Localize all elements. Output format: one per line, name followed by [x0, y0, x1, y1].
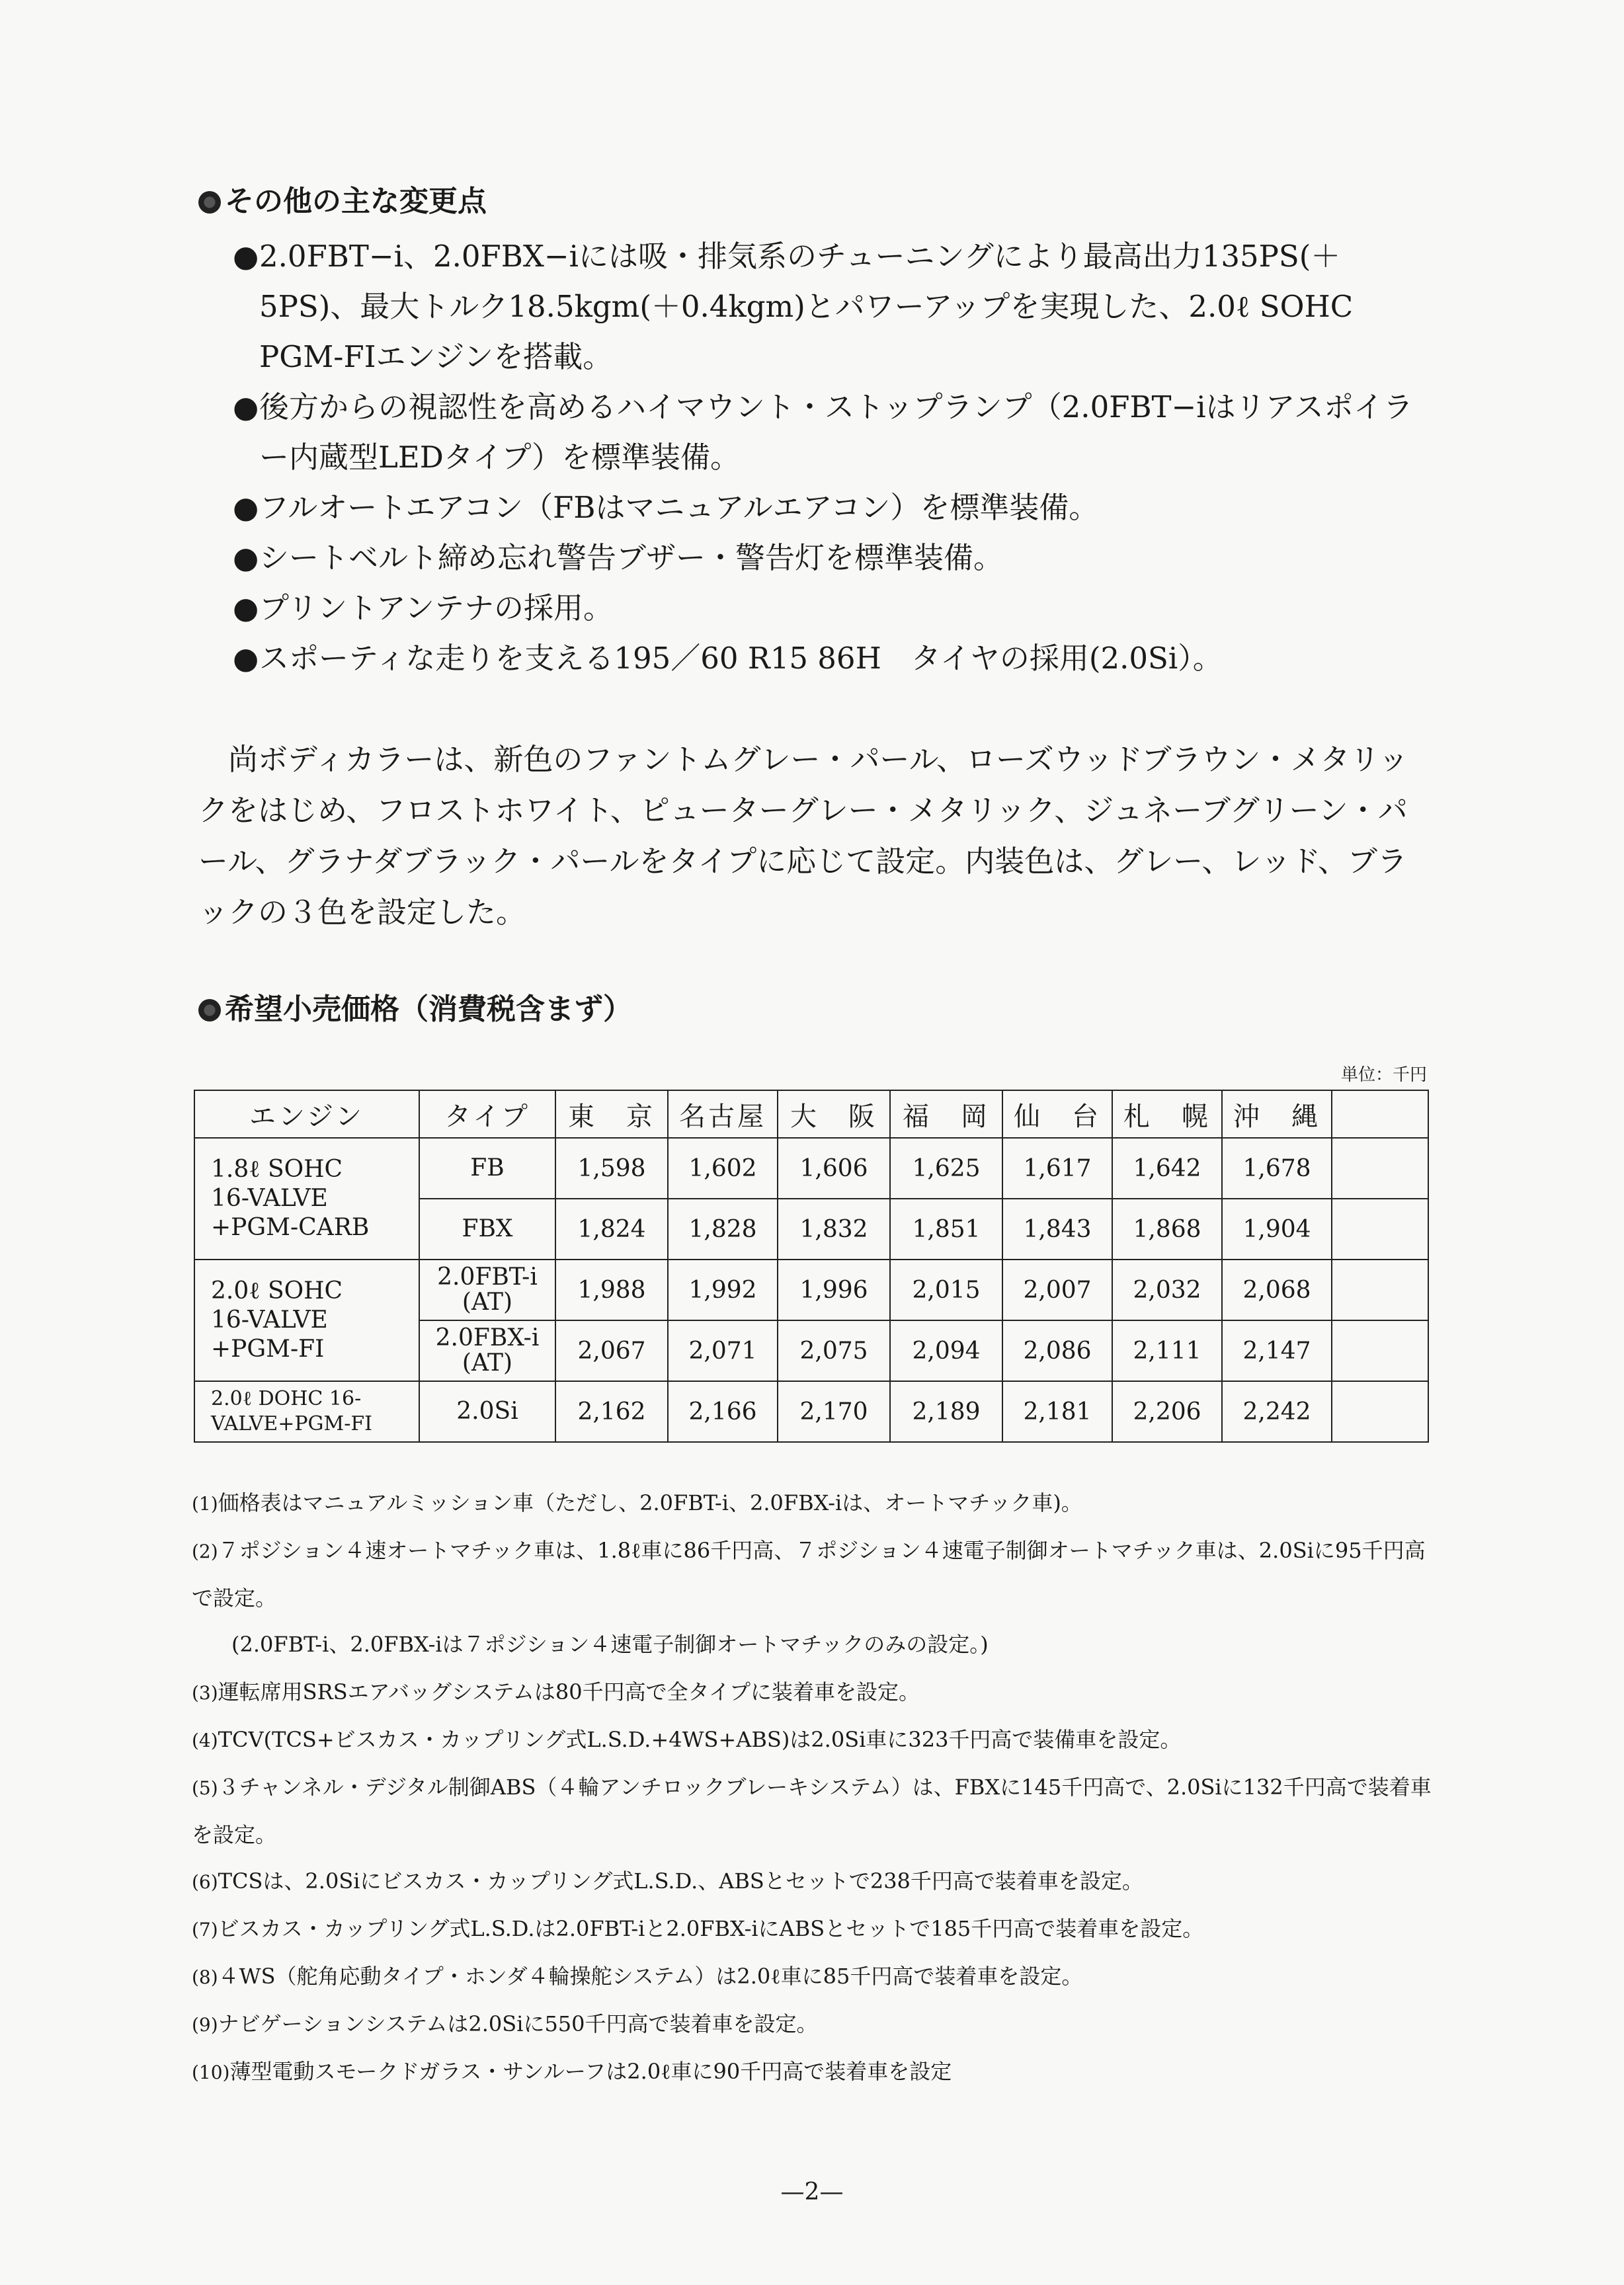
list-item: ● フルオートエアコン（FBはマニュアルエアコン）を標準装備。	[233, 490, 1099, 525]
empty-cell	[1332, 1381, 1428, 1442]
list-item: ● スポーティな走りを支える195／60 R15 86H タイヤの採用(2.0Si）。	[233, 641, 1223, 676]
header-cell: 名古屋	[668, 1090, 778, 1138]
price-cell: 2,068	[1222, 1260, 1332, 1320]
type-cell: FB	[419, 1138, 555, 1199]
note-text: (2.0FBT-i、2.0FBX-iは７ポジション４速電子制御オートマチックのみの設定。)	[231, 1632, 989, 1657]
note-text: ビスカス・カップリング式L.S.D.は2.0FBT-iと2.0FBX-iにABSとセットで185千円高で装着車を設定。	[218, 1916, 1204, 1941]
note-text: TCV(TCS+ビスカス・カップリング式L.S.D.+4WS+ABS)は2.0Si車に323千円高で装備車を設定。	[218, 1727, 1182, 1752]
price-cell: 1,625	[890, 1138, 1002, 1199]
type-cell: FBX	[419, 1199, 555, 1260]
note-text: 運転席用SRSエアバッグシステムは80千円高で全タイプに装着車を設定。	[218, 1679, 920, 1704]
bullet-circle-icon	[198, 999, 221, 1022]
price-cell: 2,242	[1222, 1381, 1332, 1442]
engine-cell: 1.8ℓ SOHC 16-VALVE +PGM-CARB	[194, 1138, 419, 1260]
price-cell: 1,642	[1112, 1138, 1222, 1199]
price-cell: 1,904	[1222, 1199, 1332, 1260]
price-cell: 2,181	[1002, 1381, 1112, 1442]
price-cell: 1,828	[668, 1199, 778, 1260]
price-cell: 2,015	[890, 1260, 1002, 1320]
table-row	[194, 1138, 1428, 1199]
type-cell: 2.0FBT-i (AT)	[419, 1260, 555, 1320]
type-cell: 2.0FBX-i (AT)	[419, 1320, 555, 1381]
note-number: (5)	[192, 1777, 218, 1799]
price-cell: 1,598	[555, 1138, 668, 1199]
price-cell: 2,086	[1002, 1320, 1112, 1381]
header-cell: 札 幌	[1112, 1090, 1222, 1138]
table-row	[194, 1260, 1428, 1320]
empty-cell	[1332, 1260, 1428, 1320]
header-cell	[1332, 1090, 1428, 1138]
price-cell: 2,170	[778, 1381, 890, 1442]
price-cell: 1,988	[555, 1260, 668, 1320]
note-number: (10)	[192, 2062, 230, 2083]
page-number: —2—	[780, 2179, 844, 2206]
price-cell: 2,162	[555, 1381, 668, 1442]
engine-cell: 2.0ℓ DOHC 16- VALVE+PGM-FI	[194, 1381, 419, 1442]
price-table	[194, 1090, 1429, 1443]
price-cell: 1,996	[778, 1260, 890, 1320]
engine-cell: 2.0ℓ SOHC 16-VALVE +PGM-FI	[194, 1260, 419, 1381]
header-cell: 仙 台	[1002, 1090, 1112, 1138]
note-item	[192, 1858, 1435, 1905]
list-item: ● シートベルト締め忘れ警告ブザー・警告灯を標準装備。	[233, 540, 1004, 575]
note-number: (3)	[192, 1682, 218, 1704]
note-text: ４WS（舵角応動タイプ・ホンダ４輪操舵システム）は2.0ℓ車に85千円高で装着車を設定。	[218, 1964, 1083, 1989]
price-cell: 2,007	[1002, 1260, 1112, 1320]
note-item	[192, 2048, 1435, 2096]
list-item: ● 2.0FBT−i、2.0FBX−iには吸・排気系のチューニングにより最高出力135PS(＋5PS)、最大トルク18.5kgm(＋0.4kgm)とパワーアップを実現した、2.0ℓ SOHC PGM-FIエンジンを搭載。	[233, 239, 1354, 374]
price-cell: 1,606	[778, 1138, 890, 1199]
price-cell: 2,206	[1112, 1381, 1222, 1442]
note-number: (4)	[192, 1730, 218, 1751]
note-text: ７ポジション４速オートマチック車は、1.8ℓ車に86千円高、７ポジション４速電子制御オートマチック車は、2.0Siに95千円高で設定。	[192, 1538, 1426, 1611]
price-cell: 1,832	[778, 1199, 890, 1260]
header-cell: 福 岡	[890, 1090, 1002, 1138]
header-cell: 沖 縄	[1222, 1090, 1332, 1138]
section-heading-prices: 希望小売価格（消費税含まず）	[198, 985, 632, 1027]
price-cell: 2,032	[1112, 1260, 1222, 1320]
note-number: (2)	[192, 1541, 218, 1562]
header-cell: 大 阪	[778, 1090, 890, 1138]
table-header-row	[194, 1090, 1428, 1138]
header-cell: タイプ	[419, 1090, 555, 1138]
price-cell: 1,851	[890, 1199, 1002, 1260]
empty-cell	[1332, 1138, 1428, 1199]
note-number: (7)	[192, 1919, 218, 1941]
note-text: 価格表はマニュアルミッション車（ただし、2.0FBT-i、2.0FBX-iは、オートマチック車)。	[218, 1490, 1082, 1515]
price-cell: 2,067	[555, 1320, 668, 1381]
list-item: ● プリントアンテナの採用。	[233, 590, 614, 625]
price-cell: 2,166	[668, 1381, 778, 1442]
unit-label: 単位：千円	[1340, 1065, 1427, 1085]
price-cell: 2,111	[1112, 1320, 1222, 1381]
section-heading-changes: その他の主な変更点	[198, 177, 487, 220]
price-cell: 1,617	[1002, 1138, 1112, 1199]
list-item: ● 後方からの視認性を高めるハイマウント・ストップランプ（2.0FBT−iはリアスポイラー内蔵型LEDタイプ）を標準装備。	[233, 389, 1413, 475]
table-row	[194, 1381, 1428, 1442]
price-cell: 1,602	[668, 1138, 778, 1199]
price-cell: 1,824	[555, 1199, 668, 1260]
price-cell: 1,843	[1002, 1199, 1112, 1260]
note-item	[192, 1669, 1435, 1716]
note-text: 薄型電動スモークドガラス・サンルーフは2.0ℓ車に90千円高で装着車を設定	[229, 2059, 952, 2084]
note-item	[192, 1716, 1435, 1764]
note-item	[192, 1764, 1435, 1858]
price-cell: 2,147	[1222, 1320, 1332, 1381]
empty-cell	[1332, 1199, 1428, 1260]
note-text: ３チャンネル・デジタル制御ABS（４輪アンチロックブレーキシステム）は、FBXに145千円高で、2.0Siに132千円高で装着車を設定。	[192, 1775, 1432, 1847]
footnotes	[192, 1480, 1435, 2096]
note-item	[192, 1480, 1435, 1527]
note-number: (9)	[192, 2014, 218, 2036]
body-color-paragraph: 尚ボディカラーは、新色のファントムグレー・パール、ローズウッドブラウン・メタリックをはじめ、フロストホワイト、ピューターグレー・メタリック、ジュネーブグリーン・パール、グラナダブラック・パールをタイプに応じて設定。内装色は、グレー、レッド、ブラックの３色を設定した。	[198, 742, 1408, 930]
price-cell: 2,189	[890, 1381, 1002, 1442]
note-item	[192, 1527, 1435, 1621]
note-number: (8)	[192, 1966, 218, 1988]
note-number: (6)	[192, 1871, 218, 1893]
bullet-circle-icon	[198, 191, 221, 214]
price-cell: 2,075	[778, 1320, 890, 1381]
note-text: TCSは、2.0Siにビスカス・カップリング式L.S.D.、ABSとセットで238千円高で装着車を設定。	[218, 1868, 1143, 1894]
note-item	[192, 1953, 1435, 2001]
note-item	[192, 1905, 1435, 1953]
note-item	[192, 1621, 1435, 1669]
empty-cell	[1332, 1320, 1428, 1381]
header-cell: 東 京	[555, 1090, 668, 1138]
note-item	[192, 2001, 1435, 2048]
type-cell: 2.0Si	[419, 1381, 555, 1442]
price-cell: 1,868	[1112, 1199, 1222, 1260]
price-cell: 2,071	[668, 1320, 778, 1381]
price-cell: 1,678	[1222, 1138, 1332, 1199]
header-cell: エンジン	[194, 1090, 419, 1138]
price-cell: 2,094	[890, 1320, 1002, 1381]
note-number: (1)	[192, 1493, 218, 1515]
note-text: ナビゲーションシステムは2.0Siに550千円高で装着車を設定。	[218, 2011, 818, 2036]
price-cell: 1,992	[668, 1260, 778, 1320]
change-list	[233, 231, 1436, 684]
